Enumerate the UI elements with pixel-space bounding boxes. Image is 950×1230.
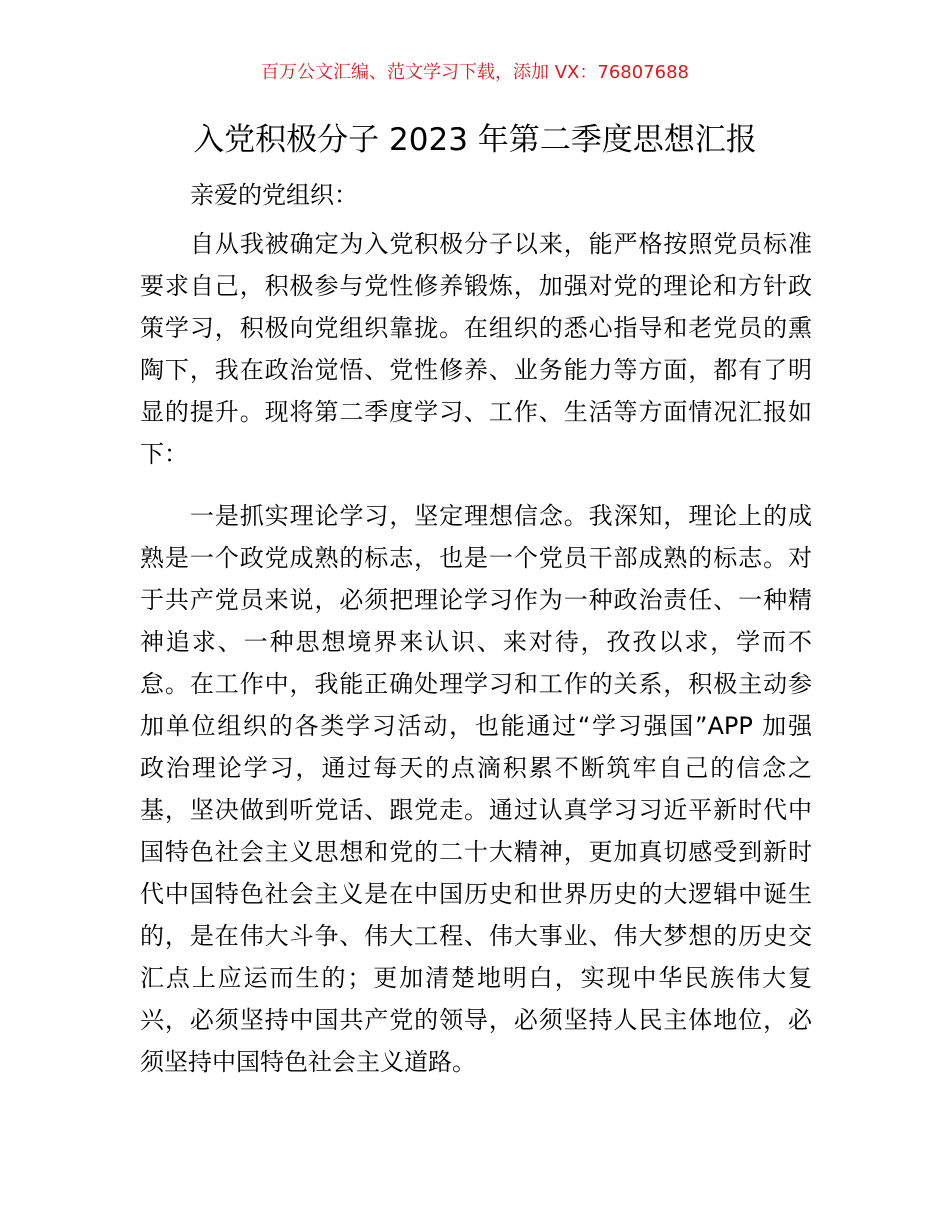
text-line: 要求自己，积极参与党性修养锻炼，加强对党的理论和方针政	[140, 272, 812, 300]
text-line: 一是抓实理论学习，坚定理想信念。我深知，理论上的成	[190, 502, 812, 530]
text-line: 下：	[140, 440, 188, 468]
watermark-header: 百万公文汇编、范文学习下载，添加 VX：76807688	[261, 62, 689, 83]
salutation: 亲爱的党组织：	[190, 181, 358, 209]
document-title: 入党积极分子 2023 年第二季度思想汇报	[193, 122, 757, 158]
text-line: 兴，必须坚持中国共产党的领导，必须坚持人民主体地位，必	[140, 1006, 812, 1034]
text-line: 神追求、一种思想境界来认识、来对待，孜孜以求，学而不	[140, 628, 812, 656]
text-line: 汇点上应运而生的；更加清楚地明白，实现中华民族伟大复	[140, 964, 812, 992]
paragraph-intro	[140, 223, 812, 475]
text-line: 于共产党员来说，必须把理论学习作为一种政治责任、一种精	[140, 586, 812, 614]
text-line: 熟是一个政党成熟的标志，也是一个党员干部成熟的标志。对	[140, 544, 812, 572]
text-line: 怠。在工作中，我能正确处理学习和工作的关系，积极主动参	[140, 670, 812, 698]
text-line: 代中国特色社会主义是在中国历史和世界历史的大逻辑中诞生	[140, 880, 812, 908]
paragraph-theory-study	[140, 495, 812, 1083]
text-line: 国特色社会主义思想和党的二十大精神，更加真切感受到新时	[140, 838, 812, 866]
text-line: 陶下，我在政治觉悟、党性修养、业务能力等方面，都有了明	[140, 356, 812, 384]
text-line: 的，是在伟大斗争、伟大工程、伟大事业、伟大梦想的历史交	[140, 922, 812, 950]
text-line: 须坚持中国特色社会主义道路。	[140, 1048, 476, 1076]
text-line: 显的提升。现将第二季度学习、工作、生活等方面情况汇报如	[140, 398, 812, 426]
text-line: 政治理论学习，通过每天的点滴积累不断筑牢自己的信念之	[140, 754, 812, 782]
text-line: 加单位组织的各类学习活动，也能通过“学习强国”APP 加强	[140, 712, 812, 740]
text-line: 策学习，积极向党组织靠拢。在组织的悉心指导和老党员的熏	[140, 314, 812, 342]
text-line: 自从我被确定为入党积极分子以来，能严格按照党员标准	[190, 230, 812, 258]
text-line: 基，坚决做到听党话、跟党走。通过认真学习习近平新时代中	[140, 796, 812, 824]
